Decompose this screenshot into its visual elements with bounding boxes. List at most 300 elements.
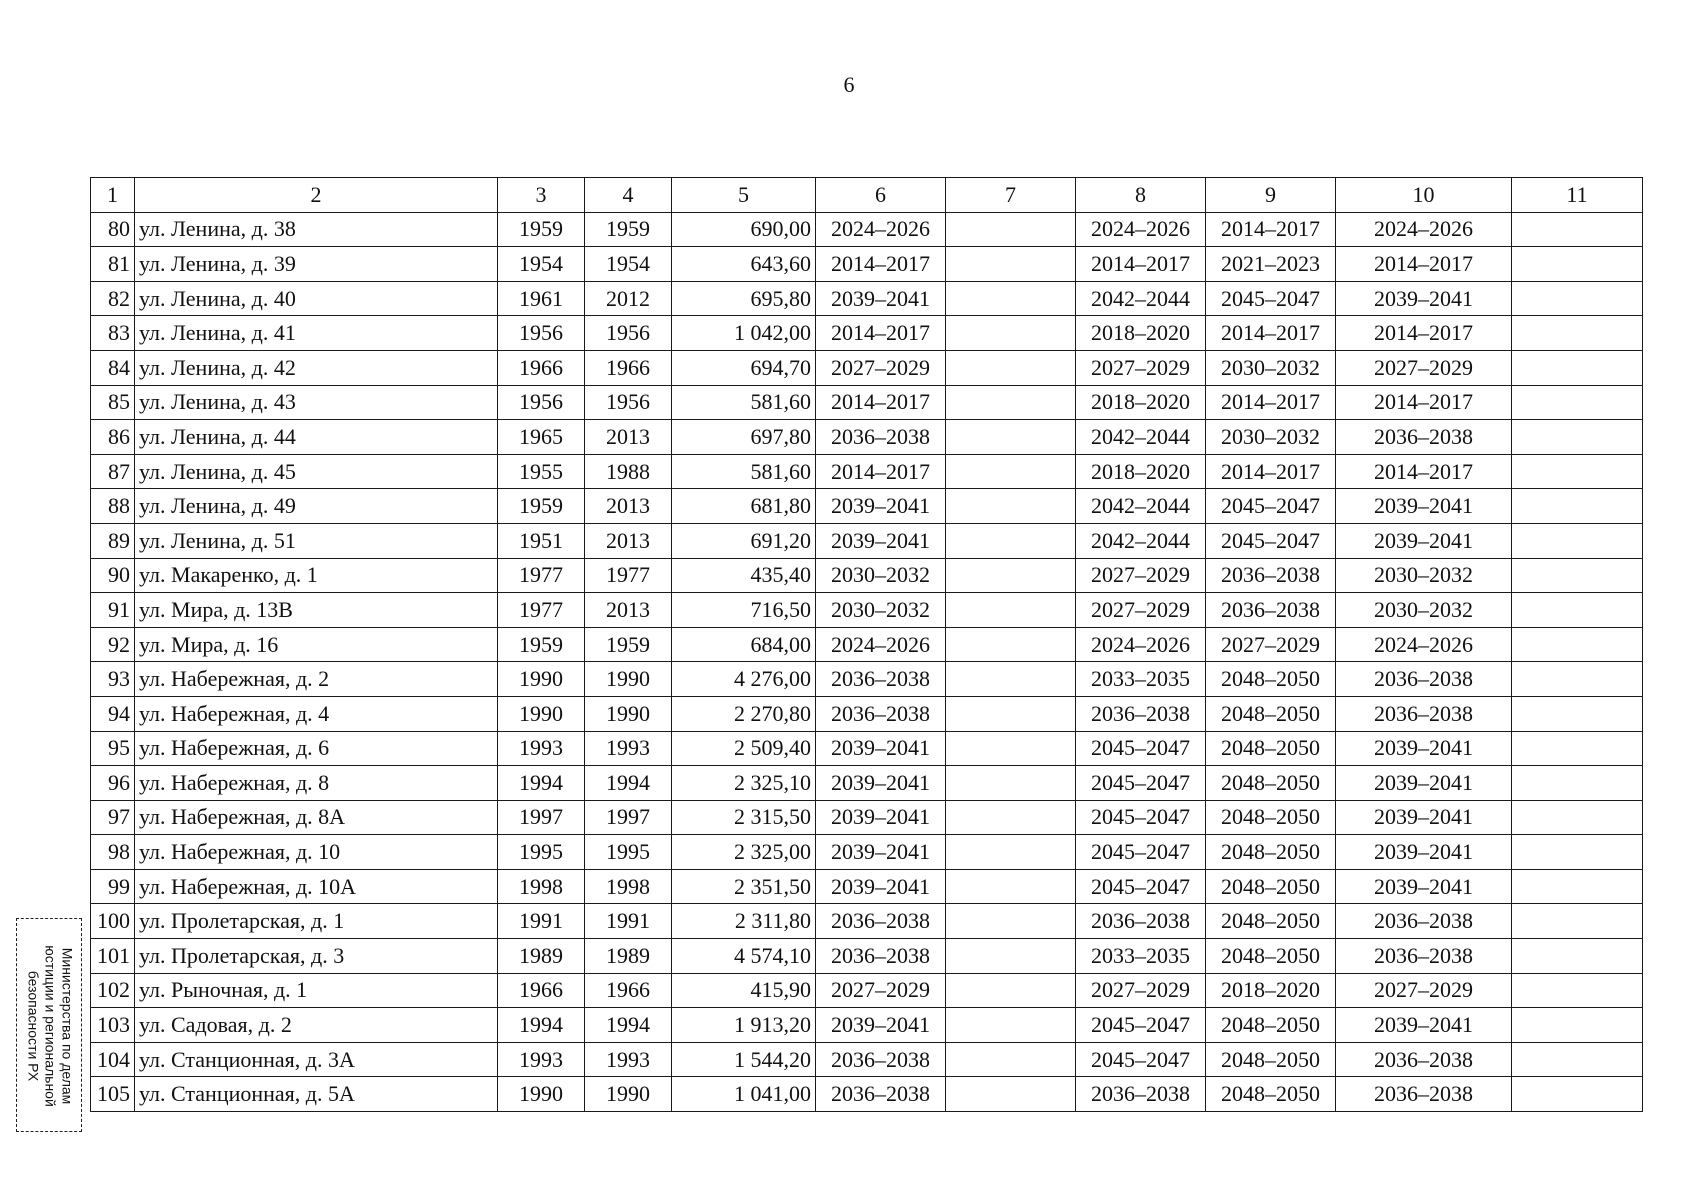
column-4-cell: 1994 <box>585 766 672 801</box>
table-row <box>91 558 1643 593</box>
column-3-cell: 1955 <box>498 454 585 489</box>
row-number-cell: 80 <box>91 212 135 247</box>
column-4-cell: 1993 <box>585 731 672 766</box>
address-cell: ул. Ленина, д. 40 <box>135 281 498 316</box>
column-11-cell <box>1512 904 1643 939</box>
column-5-cell: 2 311,80 <box>672 904 816 939</box>
column-8-cell: 2024–2026 <box>1076 627 1206 662</box>
column-8-cell: 2045–2047 <box>1076 731 1206 766</box>
column-7-cell <box>946 523 1076 558</box>
address-cell: ул. Садовая, д. 2 <box>135 1008 498 1043</box>
column-5-cell: 2 270,80 <box>672 696 816 731</box>
column-11-cell <box>1512 385 1643 420</box>
column-6-cell: 2036–2038 <box>816 696 946 731</box>
table-row <box>91 385 1643 420</box>
column-5-cell: 697,80 <box>672 420 816 455</box>
table-header-row <box>91 178 1643 213</box>
column-5-cell: 2 325,10 <box>672 766 816 801</box>
column-3-cell: 1977 <box>498 558 585 593</box>
column-4-cell: 1977 <box>585 558 672 593</box>
table-row <box>91 247 1643 282</box>
column-7-cell <box>946 627 1076 662</box>
column-7-cell <box>946 662 1076 697</box>
column-7-cell <box>946 766 1076 801</box>
column-3-cell: 1990 <box>498 1077 585 1112</box>
column-9-cell: 2027–2029 <box>1206 627 1336 662</box>
column-10-cell: 2036–2038 <box>1336 904 1512 939</box>
column-4-cell: 2013 <box>585 420 672 455</box>
column-10-cell: 2036–2038 <box>1336 662 1512 697</box>
column-6-cell: 2014–2017 <box>816 454 946 489</box>
address-cell: ул. Ленина, д. 44 <box>135 420 498 455</box>
table-row <box>91 1042 1643 1077</box>
column-4-cell: 1959 <box>585 627 672 662</box>
column-header-3: 3 <box>498 178 585 213</box>
column-6-cell: 2039–2041 <box>816 869 946 904</box>
table-row <box>91 973 1643 1008</box>
row-number-cell: 86 <box>91 420 135 455</box>
column-6-cell: 2039–2041 <box>816 835 946 870</box>
row-number-cell: 104 <box>91 1042 135 1077</box>
column-3-cell: 1993 <box>498 1042 585 1077</box>
column-header-4: 4 <box>585 178 672 213</box>
column-10-cell: 2014–2017 <box>1336 385 1512 420</box>
address-cell: ул. Станционная, д. 5А <box>135 1077 498 1112</box>
column-10-cell: 2024–2026 <box>1336 212 1512 247</box>
column-9-cell: 2036–2038 <box>1206 558 1336 593</box>
stamp-line-3: безопасности РХ <box>25 970 42 1082</box>
column-11-cell <box>1512 420 1643 455</box>
column-6-cell: 2014–2017 <box>816 247 946 282</box>
table-row <box>91 800 1643 835</box>
row-number-cell: 101 <box>91 939 135 974</box>
column-10-cell: 2039–2041 <box>1336 835 1512 870</box>
column-3-cell: 1977 <box>498 593 585 628</box>
address-cell: ул. Набережная, д. 8А <box>135 800 498 835</box>
column-4-cell: 1959 <box>585 212 672 247</box>
column-8-cell: 2042–2044 <box>1076 281 1206 316</box>
row-number-cell: 82 <box>91 281 135 316</box>
column-9-cell: 2021–2023 <box>1206 247 1336 282</box>
column-3-cell: 1997 <box>498 800 585 835</box>
table-row <box>91 731 1643 766</box>
column-5-cell: 1 544,20 <box>672 1042 816 1077</box>
table-row <box>91 869 1643 904</box>
table-row <box>91 523 1643 558</box>
column-3-cell: 1994 <box>498 1008 585 1043</box>
address-cell: ул. Пролетарская, д. 1 <box>135 904 498 939</box>
column-9-cell: 2048–2050 <box>1206 766 1336 801</box>
table-row <box>91 454 1643 489</box>
column-3-cell: 1993 <box>498 731 585 766</box>
column-8-cell: 2045–2047 <box>1076 835 1206 870</box>
column-4-cell: 1993 <box>585 1042 672 1077</box>
column-6-cell: 2039–2041 <box>816 489 946 524</box>
column-3-cell: 1990 <box>498 696 585 731</box>
column-6-cell: 2014–2017 <box>816 316 946 351</box>
column-5-cell: 1 041,00 <box>672 1077 816 1112</box>
column-11-cell <box>1512 731 1643 766</box>
column-10-cell: 2039–2041 <box>1336 1008 1512 1043</box>
column-8-cell: 2024–2026 <box>1076 212 1206 247</box>
column-5-cell: 4 574,10 <box>672 939 816 974</box>
column-6-cell: 2039–2041 <box>816 523 946 558</box>
column-4-cell: 1990 <box>585 696 672 731</box>
column-3-cell: 1995 <box>498 835 585 870</box>
column-11-cell <box>1512 281 1643 316</box>
column-9-cell: 2014–2017 <box>1206 454 1336 489</box>
column-5-cell: 716,50 <box>672 593 816 628</box>
table-row <box>91 281 1643 316</box>
column-4-cell: 1954 <box>585 247 672 282</box>
column-6-cell: 2036–2038 <box>816 904 946 939</box>
column-6-cell: 2030–2032 <box>816 558 946 593</box>
column-6-cell: 2036–2038 <box>816 1077 946 1112</box>
column-9-cell: 2048–2050 <box>1206 731 1336 766</box>
column-5-cell: 643,60 <box>672 247 816 282</box>
column-7-cell <box>946 696 1076 731</box>
column-8-cell: 2042–2044 <box>1076 523 1206 558</box>
table-row <box>91 939 1643 974</box>
column-10-cell: 2014–2017 <box>1336 316 1512 351</box>
column-4-cell: 1995 <box>585 835 672 870</box>
table-row <box>91 904 1643 939</box>
column-3-cell: 1991 <box>498 904 585 939</box>
column-5-cell: 681,80 <box>672 489 816 524</box>
column-8-cell: 2018–2020 <box>1076 316 1206 351</box>
column-3-cell: 1966 <box>498 350 585 385</box>
row-number-cell: 98 <box>91 835 135 870</box>
column-3-cell: 1998 <box>498 869 585 904</box>
row-number-cell: 89 <box>91 523 135 558</box>
row-number-cell: 83 <box>91 316 135 351</box>
column-10-cell: 2039–2041 <box>1336 800 1512 835</box>
column-10-cell: 2036–2038 <box>1336 1042 1512 1077</box>
column-9-cell: 2048–2050 <box>1206 1077 1336 1112</box>
column-11-cell <box>1512 973 1643 1008</box>
column-10-cell: 2027–2029 <box>1336 350 1512 385</box>
column-7-cell <box>946 800 1076 835</box>
address-cell: ул. Набережная, д. 2 <box>135 662 498 697</box>
column-5-cell: 581,60 <box>672 385 816 420</box>
column-3-cell: 1965 <box>498 420 585 455</box>
row-number-cell: 100 <box>91 904 135 939</box>
column-4-cell: 1956 <box>585 316 672 351</box>
table-row <box>91 627 1643 662</box>
column-10-cell: 2039–2041 <box>1336 523 1512 558</box>
column-4-cell: 1956 <box>585 385 672 420</box>
column-6-cell: 2039–2041 <box>816 731 946 766</box>
column-6-cell: 2036–2038 <box>816 939 946 974</box>
column-11-cell <box>1512 1077 1643 1112</box>
column-11-cell <box>1512 835 1643 870</box>
housing-register-table <box>90 177 1643 1112</box>
row-number-cell: 81 <box>91 247 135 282</box>
column-7-cell <box>946 731 1076 766</box>
row-number-cell: 99 <box>91 869 135 904</box>
column-10-cell: 2039–2041 <box>1336 869 1512 904</box>
column-10-cell: 2014–2017 <box>1336 454 1512 489</box>
column-9-cell: 2048–2050 <box>1206 800 1336 835</box>
column-9-cell: 2048–2050 <box>1206 662 1336 697</box>
address-cell: ул. Рыночная, д. 1 <box>135 973 498 1008</box>
column-7-cell <box>946 973 1076 1008</box>
column-9-cell: 2030–2032 <box>1206 350 1336 385</box>
column-3-cell: 1966 <box>498 973 585 1008</box>
column-11-cell <box>1512 627 1643 662</box>
column-6-cell: 2027–2029 <box>816 973 946 1008</box>
column-4-cell: 1966 <box>585 973 672 1008</box>
column-11-cell <box>1512 247 1643 282</box>
table-row <box>91 212 1643 247</box>
column-8-cell: 2042–2044 <box>1076 489 1206 524</box>
column-7-cell <box>946 869 1076 904</box>
address-cell: ул. Набережная, д. 8 <box>135 766 498 801</box>
column-11-cell <box>1512 662 1643 697</box>
column-4-cell: 2013 <box>585 593 672 628</box>
column-8-cell: 2018–2020 <box>1076 454 1206 489</box>
table-row <box>91 835 1643 870</box>
table-body <box>91 212 1643 1111</box>
row-number-cell: 91 <box>91 593 135 628</box>
address-cell: ул. Ленина, д. 43 <box>135 385 498 420</box>
column-5-cell: 684,00 <box>672 627 816 662</box>
row-number-cell: 88 <box>91 489 135 524</box>
row-number-cell: 105 <box>91 1077 135 1112</box>
column-8-cell: 2014–2017 <box>1076 247 1206 282</box>
address-cell: ул. Ленина, д. 41 <box>135 316 498 351</box>
column-11-cell <box>1512 212 1643 247</box>
column-7-cell <box>946 593 1076 628</box>
column-9-cell: 2036–2038 <box>1206 593 1336 628</box>
table-row <box>91 593 1643 628</box>
column-11-cell <box>1512 800 1643 835</box>
column-8-cell: 2045–2047 <box>1076 1008 1206 1043</box>
column-11-cell <box>1512 523 1643 558</box>
table-row <box>91 662 1643 697</box>
column-7-cell <box>946 904 1076 939</box>
column-9-cell: 2048–2050 <box>1206 869 1336 904</box>
column-10-cell: 2039–2041 <box>1336 731 1512 766</box>
column-8-cell: 2045–2047 <box>1076 766 1206 801</box>
column-3-cell: 1951 <box>498 523 585 558</box>
row-number-cell: 102 <box>91 973 135 1008</box>
column-header-5: 5 <box>672 178 816 213</box>
column-11-cell <box>1512 766 1643 801</box>
column-header-10: 10 <box>1336 178 1512 213</box>
row-number-cell: 90 <box>91 558 135 593</box>
table-row <box>91 1077 1643 1112</box>
column-8-cell: 2033–2035 <box>1076 939 1206 974</box>
address-cell: ул. Мира, д. 13В <box>135 593 498 628</box>
column-8-cell: 2042–2044 <box>1076 420 1206 455</box>
column-5-cell: 581,60 <box>672 454 816 489</box>
stamp-text <box>25 921 76 1131</box>
column-10-cell: 2036–2038 <box>1336 696 1512 731</box>
column-8-cell: 2027–2029 <box>1076 558 1206 593</box>
column-10-cell: 2036–2038 <box>1336 939 1512 974</box>
column-7-cell <box>946 385 1076 420</box>
column-8-cell: 2045–2047 <box>1076 869 1206 904</box>
column-4-cell: 1988 <box>585 454 672 489</box>
column-3-cell: 1959 <box>498 627 585 662</box>
column-11-cell <box>1512 489 1643 524</box>
ministry-stamp <box>16 918 82 1132</box>
table-row <box>91 766 1643 801</box>
address-cell: ул. Макаренко, д. 1 <box>135 558 498 593</box>
column-header-9: 9 <box>1206 178 1336 213</box>
column-9-cell: 2045–2047 <box>1206 281 1336 316</box>
row-number-cell: 93 <box>91 662 135 697</box>
column-6-cell: 2030–2032 <box>816 593 946 628</box>
column-10-cell: 2027–2029 <box>1336 973 1512 1008</box>
column-8-cell: 2036–2038 <box>1076 1077 1206 1112</box>
column-6-cell: 2039–2041 <box>816 800 946 835</box>
row-number-cell: 85 <box>91 385 135 420</box>
column-5-cell: 1 042,00 <box>672 316 816 351</box>
stamp-line-2: юстиции и региональной <box>42 945 59 1107</box>
address-cell: ул. Мира, д. 16 <box>135 627 498 662</box>
column-3-cell: 1959 <box>498 212 585 247</box>
column-4-cell: 1990 <box>585 662 672 697</box>
column-5-cell: 695,80 <box>672 281 816 316</box>
column-6-cell: 2024–2026 <box>816 627 946 662</box>
column-11-cell <box>1512 558 1643 593</box>
column-5-cell: 1 913,20 <box>672 1008 816 1043</box>
column-4-cell: 2012 <box>585 281 672 316</box>
column-7-cell <box>946 350 1076 385</box>
column-4-cell: 1990 <box>585 1077 672 1112</box>
column-9-cell: 2014–2017 <box>1206 385 1336 420</box>
column-7-cell <box>946 454 1076 489</box>
column-10-cell: 2039–2041 <box>1336 766 1512 801</box>
column-8-cell: 2036–2038 <box>1076 696 1206 731</box>
column-4-cell: 1997 <box>585 800 672 835</box>
column-4-cell: 1991 <box>585 904 672 939</box>
column-5-cell: 435,40 <box>672 558 816 593</box>
column-5-cell: 2 315,50 <box>672 800 816 835</box>
table-row <box>91 1008 1643 1043</box>
address-cell: ул. Пролетарская, д. 3 <box>135 939 498 974</box>
column-9-cell: 2045–2047 <box>1206 489 1336 524</box>
table-row <box>91 696 1643 731</box>
column-11-cell <box>1512 316 1643 351</box>
column-4-cell: 1989 <box>585 939 672 974</box>
column-5-cell: 415,90 <box>672 973 816 1008</box>
address-cell: ул. Набережная, д. 6 <box>135 731 498 766</box>
row-number-cell: 84 <box>91 350 135 385</box>
column-11-cell <box>1512 696 1643 731</box>
column-5-cell: 694,70 <box>672 350 816 385</box>
column-8-cell: 2027–2029 <box>1076 593 1206 628</box>
column-7-cell <box>946 939 1076 974</box>
column-3-cell: 1989 <box>498 939 585 974</box>
column-9-cell: 2045–2047 <box>1206 523 1336 558</box>
column-11-cell <box>1512 593 1643 628</box>
column-10-cell: 2024–2026 <box>1336 627 1512 662</box>
column-11-cell <box>1512 454 1643 489</box>
column-9-cell: 2014–2017 <box>1206 316 1336 351</box>
column-5-cell: 690,00 <box>672 212 816 247</box>
column-8-cell: 2018–2020 <box>1076 385 1206 420</box>
column-10-cell: 2039–2041 <box>1336 489 1512 524</box>
column-10-cell: 2036–2038 <box>1336 420 1512 455</box>
row-number-cell: 94 <box>91 696 135 731</box>
column-9-cell: 2048–2050 <box>1206 939 1336 974</box>
address-cell: ул. Ленина, д. 42 <box>135 350 498 385</box>
column-9-cell: 2048–2050 <box>1206 1008 1336 1043</box>
column-4-cell: 2013 <box>585 489 672 524</box>
table-row <box>91 420 1643 455</box>
column-8-cell: 2027–2029 <box>1076 350 1206 385</box>
table-row <box>91 489 1643 524</box>
column-7-cell <box>946 420 1076 455</box>
row-number-cell: 97 <box>91 800 135 835</box>
address-cell: ул. Ленина, д. 45 <box>135 454 498 489</box>
column-8-cell: 2045–2047 <box>1076 800 1206 835</box>
table-row <box>91 316 1643 351</box>
column-6-cell: 2014–2017 <box>816 385 946 420</box>
row-number-cell: 96 <box>91 766 135 801</box>
row-number-cell: 95 <box>91 731 135 766</box>
column-9-cell: 2014–2017 <box>1206 212 1336 247</box>
address-cell: ул. Ленина, д. 51 <box>135 523 498 558</box>
column-10-cell: 2030–2032 <box>1336 593 1512 628</box>
column-6-cell: 2024–2026 <box>816 212 946 247</box>
column-6-cell: 2027–2029 <box>816 350 946 385</box>
column-9-cell: 2048–2050 <box>1206 904 1336 939</box>
address-cell: ул. Набережная, д. 4 <box>135 696 498 731</box>
column-11-cell <box>1512 350 1643 385</box>
column-7-cell <box>946 1077 1076 1112</box>
address-cell: ул. Станционная, д. 3А <box>135 1042 498 1077</box>
column-8-cell: 2045–2047 <box>1076 1042 1206 1077</box>
column-7-cell <box>946 835 1076 870</box>
column-3-cell: 1956 <box>498 316 585 351</box>
column-7-cell <box>946 247 1076 282</box>
column-7-cell <box>946 489 1076 524</box>
page-number: 6 <box>843 72 855 97</box>
address-cell: ул. Ленина, д. 49 <box>135 489 498 524</box>
column-3-cell: 1961 <box>498 281 585 316</box>
column-11-cell <box>1512 939 1643 974</box>
column-10-cell: 2036–2038 <box>1336 1077 1512 1112</box>
column-9-cell: 2048–2050 <box>1206 696 1336 731</box>
row-number-cell: 103 <box>91 1008 135 1043</box>
stamp-line-1: Министерства по делам <box>59 947 76 1105</box>
column-9-cell: 2048–2050 <box>1206 835 1336 870</box>
column-4-cell: 2013 <box>585 523 672 558</box>
column-7-cell <box>946 1008 1076 1043</box>
column-8-cell: 2033–2035 <box>1076 662 1206 697</box>
column-header-2: 2 <box>135 178 498 213</box>
column-11-cell <box>1512 1008 1643 1043</box>
column-7-cell <box>946 316 1076 351</box>
column-8-cell: 2036–2038 <box>1076 904 1206 939</box>
address-cell: ул. Набережная, д. 10 <box>135 835 498 870</box>
column-header-1: 1 <box>91 178 135 213</box>
column-header-6: 6 <box>816 178 946 213</box>
column-6-cell: 2039–2041 <box>816 281 946 316</box>
column-10-cell: 2014–2017 <box>1336 247 1512 282</box>
column-3-cell: 1959 <box>498 489 585 524</box>
column-8-cell: 2027–2029 <box>1076 973 1206 1008</box>
column-3-cell: 1956 <box>498 385 585 420</box>
table-row <box>91 350 1643 385</box>
column-3-cell: 1954 <box>498 247 585 282</box>
row-number-cell: 87 <box>91 454 135 489</box>
column-11-cell <box>1512 869 1643 904</box>
